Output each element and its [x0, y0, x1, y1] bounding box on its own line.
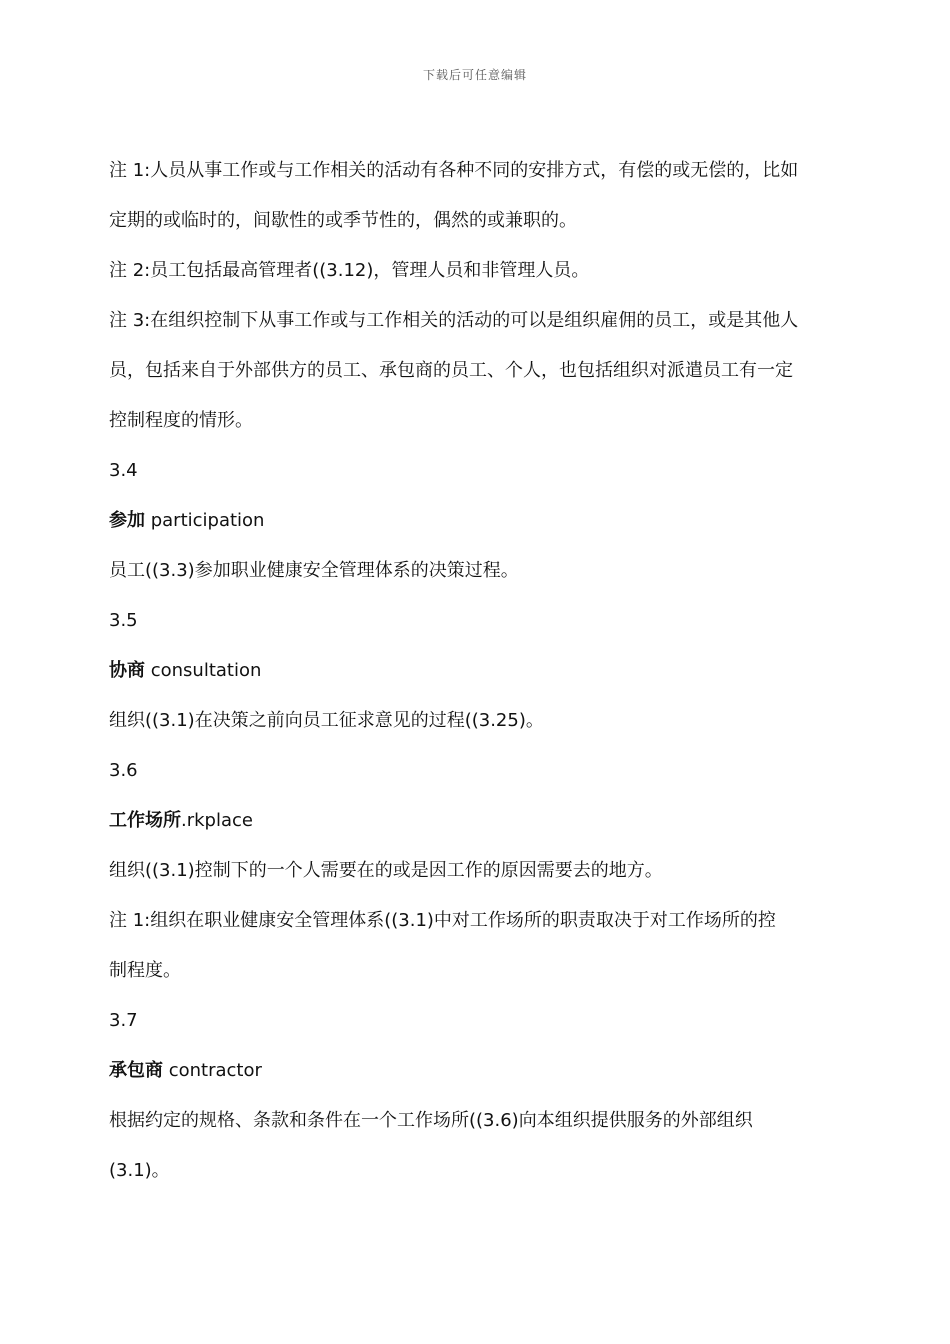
section-3-7-definition-line-2: (3.1)。: [109, 1160, 170, 1181]
section-3-4-term-en: participation: [145, 510, 265, 531]
section-3-6-number: 3.6: [109, 760, 138, 781]
page-header: 下载后可任意编辑: [422, 68, 527, 82]
section-3-5-term-cn: 协商: [109, 660, 145, 681]
section-3-6-term: [109, 796, 849, 846]
section-3-7-number: 3.7: [109, 1010, 138, 1031]
section-3-6-term-cn: 工作场所: [109, 810, 181, 831]
section-3-7-term: [109, 1046, 849, 1096]
section-3-4-definition: 员工((3.3)参加职业健康安全管理体系的决策过程。: [109, 560, 519, 581]
section-3-5-number: 3.5: [109, 610, 138, 631]
document-body: [109, 146, 849, 1196]
note-1-line-1: 注 1:人员从事工作或与工作相关的活动有各种不同的安排方式，有偿的或无偿的，比如: [109, 160, 799, 181]
section-3-6-definition: 组织((3.1)控制下的一个人需要在的或是因工作的原因需要去的地方。: [109, 860, 663, 881]
section-3-6-term-en: .rkplace: [181, 810, 253, 831]
section-3-7-definition-line-1: 根据约定的规格、条款和条件在一个工作场所((3.6)向本组织提供服务的外部组织: [109, 1110, 753, 1131]
note-2: 注 2:员工包括最高管理者((3.12)，管理人员和非管理人员。: [109, 260, 590, 281]
section-3-7-term-en: contractor: [163, 1060, 262, 1081]
section-3-4-number: 3.4: [109, 460, 138, 481]
section-3-5-definition: 组织((3.1)在决策之前向员工征求意见的过程((3.25)。: [109, 710, 544, 731]
note-3-line-2: 员，包括来自于外部供方的员工、承包商的员工、个人，也包括组织对派遣员工有一定: [109, 360, 793, 381]
section-3-4-term: [109, 496, 849, 546]
section-3-5-term: [109, 646, 849, 696]
section-3-6-note-line-1: 注 1:组织在职业健康安全管理体系((3.1)中对工作场所的职责取决于对工作场所的控: [109, 910, 776, 931]
note-3-line-3: 控制程度的情形。: [109, 410, 253, 431]
section-3-5-term-en: consultation: [145, 660, 262, 681]
section-3-6-note-line-2: 制程度。: [109, 960, 181, 981]
section-3-4-term-cn: 参加: [109, 510, 145, 531]
note-1-line-2: 定期的或临时的，间歇性的或季节性的，偶然的或兼职的。: [109, 210, 577, 231]
note-3-line-1: 注 3:在组织控制下从事工作或与工作相关的活动的可以是组织雇佣的员工，或是其他人: [109, 310, 799, 331]
section-3-7-term-cn: 承包商: [109, 1060, 163, 1081]
